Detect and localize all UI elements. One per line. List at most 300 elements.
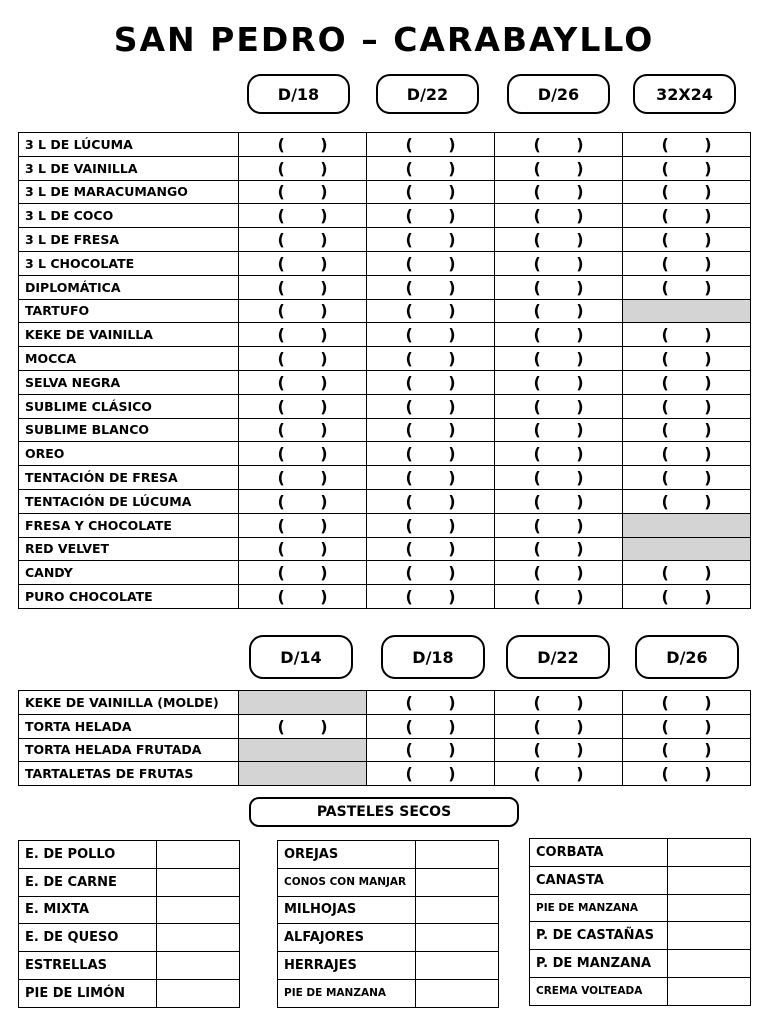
open-paren: ( (277, 230, 285, 250)
open-paren: ( (277, 325, 285, 345)
size-header-d26-b: D/26 (635, 635, 739, 679)
list-item (278, 868, 499, 896)
quantity-brackets (406, 254, 456, 273)
close-paren: ) (704, 468, 712, 488)
open-paren: ( (405, 206, 413, 226)
open-paren: ( (277, 372, 285, 392)
open-paren: ( (533, 372, 541, 392)
close-paren: ) (448, 716, 456, 736)
open-paren: ( (533, 396, 541, 416)
quantity-field[interactable] (623, 489, 751, 513)
quantity-field[interactable] (623, 466, 751, 490)
quantity-box[interactable] (668, 950, 751, 978)
close-paren: ) (576, 692, 584, 712)
list-item (530, 839, 751, 867)
close-paren: ) (576, 349, 584, 369)
quantity-field[interactable] (367, 489, 495, 513)
close-paren: ) (320, 468, 328, 488)
quantity-brackets (534, 420, 584, 439)
quantity-field[interactable] (495, 204, 623, 228)
cake-name-label: DIPLOMÁTICA (19, 275, 239, 299)
quantity-field[interactable] (623, 180, 751, 204)
open-paren: ( (533, 740, 541, 760)
cake-name-label: CANDY (19, 561, 239, 585)
quantity-field[interactable] (623, 418, 751, 442)
open-paren: ( (661, 468, 669, 488)
quantity-field[interactable] (623, 275, 751, 299)
quantity-brackets (662, 135, 712, 154)
close-paren: ) (448, 325, 456, 345)
open-paren: ( (405, 230, 413, 250)
quantity-field[interactable] (367, 691, 495, 715)
quantity-field[interactable] (367, 714, 495, 738)
close-paren: ) (576, 420, 584, 440)
close-paren: ) (320, 444, 328, 464)
quantity-field[interactable] (367, 762, 495, 786)
table-row (19, 466, 751, 490)
cake-name-label: TENTACIÓN DE FRESA (19, 466, 239, 490)
quantity-brackets (662, 230, 712, 249)
open-paren: ( (533, 716, 541, 736)
quantity-field[interactable] (495, 133, 623, 157)
open-paren: ( (533, 277, 541, 297)
quantity-field[interactable] (623, 251, 751, 275)
quantity-field[interactable] (367, 585, 495, 609)
quantity-field[interactable] (367, 275, 495, 299)
quantity-field[interactable] (495, 394, 623, 418)
open-paren: ( (405, 468, 413, 488)
quantity-field[interactable] (239, 299, 367, 323)
cake-name-label: TARTUFO (19, 299, 239, 323)
quantity-field[interactable] (623, 691, 751, 715)
quantity-field[interactable] (495, 585, 623, 609)
quantity-brackets (406, 492, 456, 511)
quantity-brackets (662, 563, 712, 582)
table-row (19, 714, 751, 738)
open-paren: ( (405, 716, 413, 736)
quantity-field[interactable] (367, 466, 495, 490)
quantity-field[interactable] (367, 156, 495, 180)
quantity-field[interactable] (495, 513, 623, 537)
quantity-field[interactable] (623, 156, 751, 180)
open-paren: ( (405, 396, 413, 416)
quantity-brackets (278, 278, 328, 297)
quantity-field[interactable] (495, 714, 623, 738)
quantity-brackets (406, 397, 456, 416)
open-paren: ( (533, 134, 541, 154)
quantity-field[interactable] (239, 370, 367, 394)
quantity-field[interactable] (623, 585, 751, 609)
list-item (19, 979, 240, 1007)
quantity-field[interactable] (239, 418, 367, 442)
quantity-field[interactable] (495, 275, 623, 299)
quantity-field[interactable] (367, 442, 495, 466)
open-paren: ( (533, 253, 541, 273)
open-paren: ( (661, 349, 669, 369)
close-paren: ) (448, 230, 456, 250)
quantity-field[interactable] (239, 251, 367, 275)
open-paren: ( (277, 253, 285, 273)
close-paren: ) (320, 158, 328, 178)
quantity-brackets (278, 135, 328, 154)
quantity-brackets (406, 764, 456, 783)
close-paren: ) (320, 325, 328, 345)
quantity-field[interactable] (495, 489, 623, 513)
quantity-field[interactable] (495, 251, 623, 275)
close-paren: ) (320, 277, 328, 297)
pastry-label: MILHOJAS (278, 896, 416, 924)
open-paren: ( (533, 764, 541, 784)
quantity-field[interactable] (495, 156, 623, 180)
pastry-label: E. MIXTA (19, 896, 157, 924)
list-item (278, 841, 499, 869)
quantity-field[interactable] (239, 489, 367, 513)
quantity-box[interactable] (157, 924, 240, 952)
quantity-field[interactable] (495, 323, 623, 347)
close-paren: ) (576, 515, 584, 535)
size-header-d18-b: D/18 (381, 635, 485, 679)
table-row (19, 323, 751, 347)
close-paren: ) (320, 563, 328, 583)
quantity-brackets (534, 740, 584, 759)
cake-name-label: 3 L DE MARACUMANGO (19, 180, 239, 204)
open-paren: ( (661, 372, 669, 392)
open-paren: ( (405, 692, 413, 712)
quantity-field[interactable] (623, 394, 751, 418)
list-item (278, 924, 499, 952)
open-paren: ( (277, 420, 285, 440)
quantity-brackets (406, 693, 456, 712)
open-paren: ( (533, 444, 541, 464)
open-paren: ( (661, 491, 669, 511)
open-paren: ( (405, 515, 413, 535)
close-paren: ) (704, 158, 712, 178)
quantity-field[interactable] (367, 299, 495, 323)
pastry-label: E. DE POLLO (19, 841, 157, 869)
open-paren: ( (277, 468, 285, 488)
cake-name-label: KEKE DE VAINILLA (19, 323, 239, 347)
quantity-field[interactable] (239, 347, 367, 371)
quantity-field[interactable] (495, 180, 623, 204)
quantity-field[interactable] (239, 537, 367, 561)
quantity-field[interactable] (239, 561, 367, 585)
quantity-brackets (662, 373, 712, 392)
close-paren: ) (576, 277, 584, 297)
pastry-label: CONOS CON MANJAR (278, 868, 416, 896)
quantity-brackets (662, 444, 712, 463)
size-header-d22-b: D/22 (506, 635, 610, 679)
quantity-field[interactable] (239, 133, 367, 157)
list-item (530, 977, 751, 1005)
open-paren: ( (277, 182, 285, 202)
close-paren: ) (576, 230, 584, 250)
quantity-field[interactable] (367, 537, 495, 561)
quantity-brackets (662, 182, 712, 201)
quantity-brackets (278, 159, 328, 178)
close-paren: ) (704, 764, 712, 784)
quantity-box[interactable] (668, 894, 751, 922)
close-paren: ) (704, 444, 712, 464)
open-paren: ( (277, 158, 285, 178)
quantity-brackets (406, 516, 456, 535)
open-paren: ( (277, 206, 285, 226)
quantity-brackets (662, 206, 712, 225)
quantity-brackets (534, 563, 584, 582)
table-row (19, 691, 751, 715)
open-paren: ( (661, 230, 669, 250)
quantity-field[interactable] (623, 714, 751, 738)
close-paren: ) (704, 563, 712, 583)
list-item (278, 979, 499, 1007)
quantity-brackets (534, 444, 584, 463)
cake-name-label: SUBLIME BLANCO (19, 418, 239, 442)
quantity-brackets (278, 397, 328, 416)
table-row (19, 489, 751, 513)
list-item (530, 866, 751, 894)
table-row (19, 228, 751, 252)
quantity-field[interactable] (239, 180, 367, 204)
quantity-field[interactable] (367, 204, 495, 228)
open-paren: ( (661, 740, 669, 760)
quantity-field[interactable] (239, 275, 367, 299)
quantity-brackets (278, 492, 328, 511)
quantity-brackets (662, 693, 712, 712)
close-paren: ) (704, 396, 712, 416)
list-item (19, 896, 240, 924)
quantity-field[interactable] (495, 691, 623, 715)
quantity-field[interactable] (239, 466, 367, 490)
quantity-box[interactable] (157, 868, 240, 896)
quantity-field[interactable] (623, 204, 751, 228)
quantity-field[interactable] (495, 299, 623, 323)
quantity-brackets (534, 254, 584, 273)
size-header-d26: D/26 (507, 74, 610, 114)
quantity-field[interactable] (367, 180, 495, 204)
quantity-brackets (406, 444, 456, 463)
quantity-field[interactable] (239, 394, 367, 418)
list-item (278, 896, 499, 924)
close-paren: ) (576, 206, 584, 226)
quantity-brackets (278, 539, 328, 558)
pastry-label: OREJAS (278, 841, 416, 869)
quantity-field[interactable] (495, 442, 623, 466)
quantity-brackets (406, 182, 456, 201)
close-paren: ) (448, 372, 456, 392)
quantity-field[interactable] (623, 370, 751, 394)
unavailable-cell (239, 762, 367, 786)
close-paren: ) (704, 349, 712, 369)
open-paren: ( (661, 182, 669, 202)
quantity-box[interactable] (416, 924, 499, 952)
close-paren: ) (448, 468, 456, 488)
quantity-field[interactable] (367, 418, 495, 442)
quantity-brackets (278, 444, 328, 463)
quantity-box[interactable] (416, 868, 499, 896)
close-paren: ) (448, 134, 456, 154)
close-paren: ) (320, 716, 328, 736)
list-item (530, 922, 751, 950)
quantity-field[interactable] (239, 228, 367, 252)
quantity-field[interactable] (495, 762, 623, 786)
quantity-field[interactable] (239, 442, 367, 466)
quantity-field[interactable] (495, 561, 623, 585)
quantity-brackets (662, 278, 712, 297)
quantity-brackets (406, 717, 456, 736)
table-row (19, 347, 751, 371)
pastry-label: CORBATA (530, 839, 668, 867)
open-paren: ( (405, 349, 413, 369)
close-paren: ) (448, 740, 456, 760)
quantity-field[interactable] (367, 561, 495, 585)
quantity-brackets (278, 349, 328, 368)
quantity-brackets (534, 717, 584, 736)
quantity-brackets (278, 516, 328, 535)
cake-name-label: PURO CHOCOLATE (19, 585, 239, 609)
quantity-box[interactable] (668, 839, 751, 867)
quantity-field[interactable] (495, 738, 623, 762)
quantity-box[interactable] (157, 979, 240, 1007)
quantity-field[interactable] (367, 513, 495, 537)
quantity-brackets (406, 468, 456, 487)
quantity-box[interactable] (416, 896, 499, 924)
quantity-field[interactable] (623, 133, 751, 157)
open-paren: ( (533, 158, 541, 178)
close-paren: ) (576, 740, 584, 760)
quantity-field[interactable] (239, 585, 367, 609)
quantity-field[interactable] (367, 133, 495, 157)
table-row (19, 513, 751, 537)
close-paren: ) (704, 253, 712, 273)
quantity-field[interactable] (623, 561, 751, 585)
quantity-field[interactable] (623, 442, 751, 466)
close-paren: ) (320, 301, 328, 321)
quantity-brackets (406, 278, 456, 297)
quantity-field[interactable] (495, 537, 623, 561)
special-cake-name-label: TARTALETAS DE FRUTAS (19, 762, 239, 786)
quantity-brackets (534, 325, 584, 344)
open-paren: ( (533, 206, 541, 226)
open-paren: ( (661, 277, 669, 297)
quantity-brackets (534, 278, 584, 297)
close-paren: ) (320, 515, 328, 535)
quantity-brackets (534, 135, 584, 154)
quantity-field[interactable] (239, 204, 367, 228)
quantity-box[interactable] (157, 896, 240, 924)
quantity-brackets (406, 325, 456, 344)
open-paren: ( (277, 277, 285, 297)
table-row (19, 394, 751, 418)
quantity-box[interactable] (416, 841, 499, 869)
dry-pastries-list-1 (18, 840, 240, 1008)
table-row (19, 133, 751, 157)
quantity-field[interactable] (495, 466, 623, 490)
open-paren: ( (405, 740, 413, 760)
quantity-field[interactable] (623, 323, 751, 347)
quantity-brackets (534, 182, 584, 201)
cake-name-label: 3 L DE COCO (19, 204, 239, 228)
quantity-field[interactable] (367, 323, 495, 347)
quantity-brackets (406, 420, 456, 439)
quantity-field[interactable] (367, 370, 495, 394)
quantity-field[interactable] (495, 347, 623, 371)
close-paren: ) (576, 158, 584, 178)
open-paren: ( (277, 491, 285, 511)
quantity-field[interactable] (367, 394, 495, 418)
quantity-box[interactable] (416, 952, 499, 980)
cake-name-label: OREO (19, 442, 239, 466)
quantity-brackets (534, 492, 584, 511)
close-paren: ) (704, 277, 712, 297)
quantity-field[interactable] (239, 156, 367, 180)
quantity-box[interactable] (157, 841, 240, 869)
quantity-field[interactable] (367, 347, 495, 371)
quantity-brackets (406, 539, 456, 558)
quantity-brackets (406, 135, 456, 154)
table-row (19, 251, 751, 275)
open-paren: ( (661, 444, 669, 464)
quantity-brackets (278, 563, 328, 582)
quantity-field[interactable] (623, 738, 751, 762)
quantity-field[interactable] (495, 418, 623, 442)
quantity-field[interactable] (239, 714, 367, 738)
quantity-brackets (406, 301, 456, 320)
quantity-field[interactable] (623, 762, 751, 786)
quantity-field[interactable] (495, 370, 623, 394)
special-cake-name-label: KEKE DE VAINILLA (MOLDE) (19, 691, 239, 715)
quantity-brackets (406, 206, 456, 225)
open-paren: ( (405, 301, 413, 321)
open-paren: ( (533, 420, 541, 440)
close-paren: ) (704, 182, 712, 202)
quantity-field[interactable] (495, 228, 623, 252)
quantity-brackets (534, 516, 584, 535)
pastry-label: ALFAJORES (278, 924, 416, 952)
quantity-field[interactable] (623, 347, 751, 371)
quantity-field[interactable] (623, 228, 751, 252)
close-paren: ) (704, 692, 712, 712)
close-paren: ) (576, 396, 584, 416)
quantity-field[interactable] (367, 251, 495, 275)
dry-pastries-list-3 (529, 838, 751, 1006)
cake-name-label: 3 L DE VAINILLA (19, 156, 239, 180)
quantity-box[interactable] (668, 866, 751, 894)
quantity-box[interactable] (668, 922, 751, 950)
list-item (530, 894, 751, 922)
quantity-brackets (534, 349, 584, 368)
quantity-brackets (278, 254, 328, 273)
quantity-field[interactable] (239, 323, 367, 347)
cake-name-label: SELVA NEGRA (19, 370, 239, 394)
quantity-box[interactable] (157, 952, 240, 980)
cake-name-label: SUBLIME CLÁSICO (19, 394, 239, 418)
quantity-field[interactable] (367, 738, 495, 762)
open-paren: ( (533, 230, 541, 250)
table-row (19, 299, 751, 323)
quantity-box[interactable] (416, 979, 499, 1007)
open-paren: ( (661, 206, 669, 226)
unavailable-cell (623, 537, 751, 561)
close-paren: ) (320, 539, 328, 559)
quantity-box[interactable] (668, 977, 751, 1005)
quantity-brackets (662, 587, 712, 606)
open-paren: ( (405, 587, 413, 607)
close-paren: ) (704, 740, 712, 760)
close-paren: ) (576, 182, 584, 202)
close-paren: ) (320, 206, 328, 226)
quantity-field[interactable] (239, 513, 367, 537)
close-paren: ) (448, 587, 456, 607)
quantity-field[interactable] (367, 228, 495, 252)
